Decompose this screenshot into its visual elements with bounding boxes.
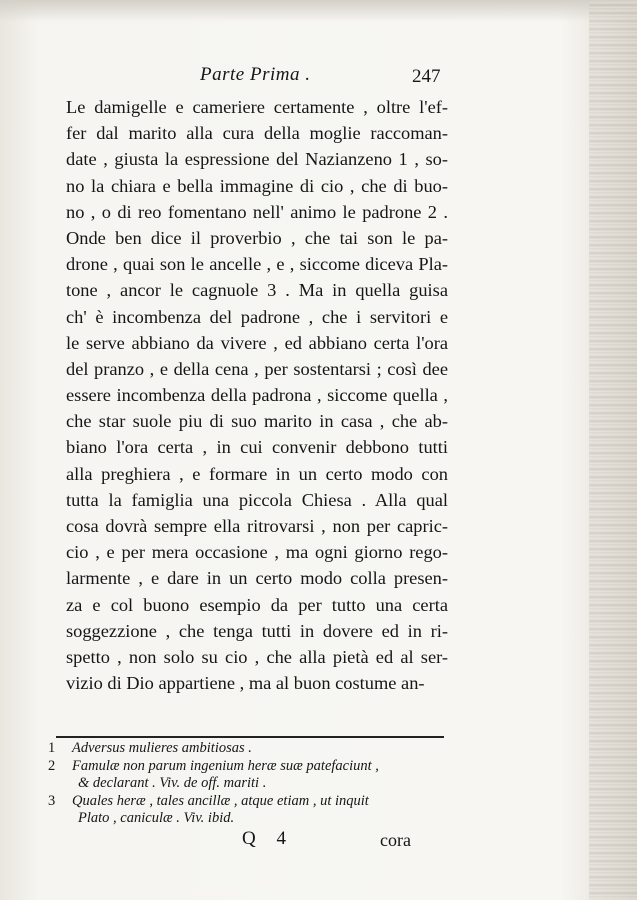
footnote-rule — [56, 736, 444, 738]
text-line: le serve abbiano da vivere , ed abbiano certa l'ora — [66, 332, 448, 353]
footnote-line: Adversus mulieres ambitiosas . — [72, 740, 252, 756]
text-line: cio , e per mera occasione , ma ogni giorno rego- — [66, 542, 448, 563]
footnote — [48, 758, 448, 793]
text-line: fer dal marito alla cura della moglie raccoman- — [66, 123, 448, 144]
text-line: tone , ancor le cagnuole 3 . Ma in quella guisa — [66, 280, 448, 301]
footnote-line: Quales heræ , tales ancillæ , atque etiam , ut inquit — [72, 792, 369, 809]
footnote — [48, 740, 448, 758]
text-line: del pranzo , e della cena , per sostentarsi ; così dee — [66, 358, 448, 379]
running-head: Parte Prima . — [200, 64, 311, 85]
footnote-number: 2 — [48, 757, 56, 774]
text-line: biano l'ora certa , in cui convenir debbono tutti — [66, 437, 448, 458]
footnote-text — [72, 758, 448, 793]
text-line: alla preghiera , e formare in un certo modo con — [66, 463, 448, 484]
footnotes — [48, 740, 448, 828]
text-line: ch' è incombenza del padrone , che i servitori e — [66, 306, 448, 327]
text-line: soggezzione , che tenga tutti in dovere ed in ri- — [66, 620, 448, 641]
text-line: spetto , non solo su cio , che alla pietà ed al ser- — [66, 646, 448, 667]
footnote-number: 3 — [48, 792, 56, 809]
page-top-edge — [0, 0, 637, 22]
text-line: cosa dovrà sempre ella ritrovarsi , non per capric- — [66, 516, 448, 536]
footnote-line: Plato , caniculæ . Viv. ibid. — [78, 810, 235, 826]
text-line: Onde ben dice il proverbio , che tai son le pa- — [66, 227, 448, 248]
footnote-text — [72, 740, 448, 758]
page-right-edge — [589, 0, 637, 900]
page-number: 247 — [412, 66, 441, 87]
text-line: larmente , e dare in un certo modo colla presen- — [66, 568, 448, 589]
text-line: date , giusta la espressione del Nazianzeno 1 , so- — [66, 149, 448, 170]
text-line: vizio di Dio appartiene , ma al buon costume an- — [66, 673, 425, 694]
text-line: essere incombenza della padrona , siccome quella , — [66, 385, 448, 406]
signature-mark: Q 4 — [242, 828, 294, 849]
footnote-line: & declarant . Viv. de off. mariti . — [78, 775, 267, 791]
text-line: Le damigelle e cameriere certamente , oltre l'ef- — [66, 97, 448, 117]
text-line: drone , quai son le ancelle , e , siccome diceva Pla- — [66, 254, 448, 275]
footnote-text — [72, 793, 448, 828]
catchword: cora — [380, 830, 411, 850]
footnote — [48, 793, 448, 828]
text-line: za e col buono esempio da per tutto una certa — [66, 594, 448, 615]
text-line: no la chiara e bella immagine di cio , che di buo- — [66, 175, 448, 196]
footnote-line: Famulæ non parum ingenium heræ suæ patefaciunt , — [72, 757, 379, 774]
text-line: tutta la famiglia una piccola Chiesa . Alla qual — [66, 489, 448, 510]
text-line: che star suole piu di suo marito in casa , che ab- — [66, 411, 448, 432]
text-line: no , o di reo fomentano nell' animo le padrone 2 . — [66, 201, 448, 222]
footnote-number: 1 — [48, 740, 56, 756]
body-text — [66, 94, 448, 696]
